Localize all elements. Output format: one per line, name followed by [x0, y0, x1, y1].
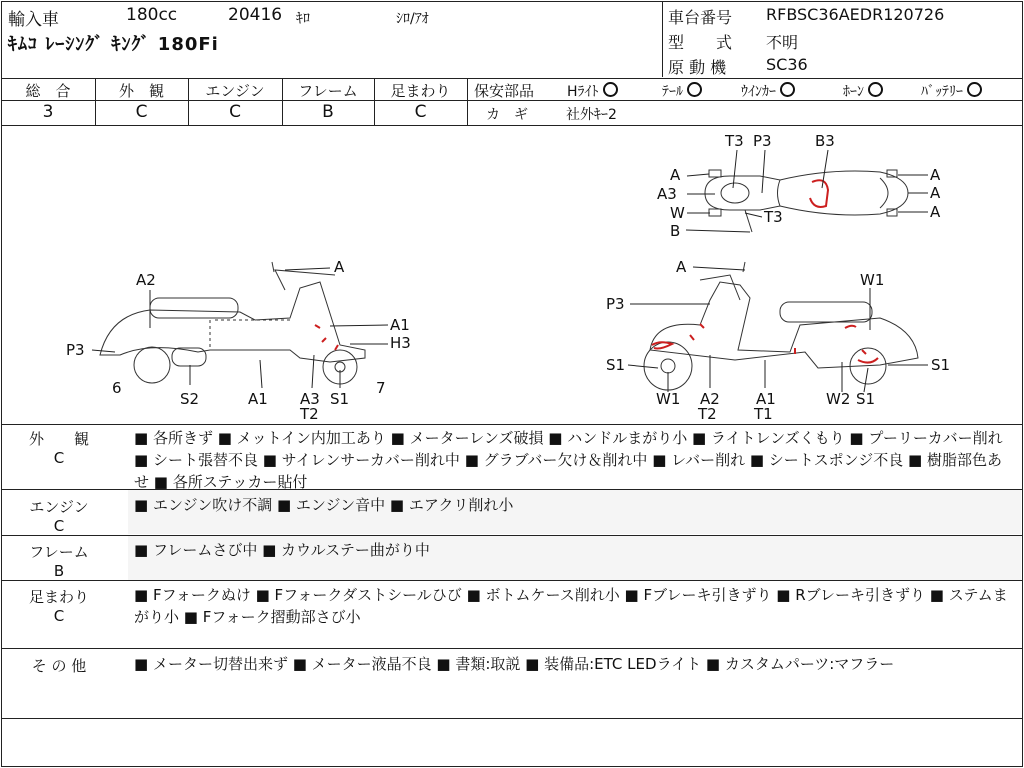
note-text-other: ■ メーター切替出来ず ■ メーター液晶不良 ■ 書類:取説 ■ 装備品:ETC LEDライト ■ カスタムパーツ:マフラー [134, 655, 895, 673]
code-left-7: 7 [376, 379, 386, 397]
engine-model-value: SC36 [766, 55, 808, 74]
code-left-s1: S1 [330, 390, 350, 408]
code-right-w2: W2 [826, 390, 851, 408]
code-left-t2: T2 [300, 405, 319, 423]
exterior-label: 外 観 [118, 82, 164, 100]
model-name: ｷﾑｺ ﾚｰｼﾝｸﾞ ｷﾝｸﾞ 180Fi [8, 34, 219, 55]
code-left-p3: P3 [66, 341, 85, 359]
suspension-grade: C [414, 102, 427, 122]
suspension-label: 足まわり [390, 82, 451, 100]
scooter-top-view [705, 170, 908, 232]
code-left-6: 6 [112, 379, 122, 397]
note-grade-suspension: C [53, 607, 65, 625]
note-grade-engine: C [53, 517, 65, 535]
note-label-engine: エンジン [29, 498, 89, 516]
safety-item-headlight: Hﾗｲﾄ [567, 81, 618, 101]
code-left-s2: S2 [180, 390, 200, 408]
note-label-frame: フレーム [29, 543, 89, 561]
frame-label: フレーム [298, 82, 358, 100]
code-right-w1-b: W1 [656, 390, 681, 408]
safety-label: 保安部品 [474, 82, 535, 100]
note-text-suspension: ■ Fフォークぬけ ■ Fフォークダストシールひび ■ ボトムケース削れ小 ■ Fブレーキ引きずり ■ Rブレーキ引きずり ■ ステムまがり小 ■ Fフォーク摺動部さび小 [134, 586, 1008, 626]
note-label-suspension: 足まわり [28, 588, 89, 606]
code-top-w: W [670, 204, 685, 222]
key-value: 社外ｷｰ2 [566, 107, 617, 123]
damage-diagram [0, 126, 1024, 424]
key-label: カ ギ [486, 107, 528, 123]
frame-no-label: 車台番号 [668, 8, 733, 27]
code-right-s1-r: S1 [931, 356, 951, 374]
ok-circle-icon [868, 82, 883, 97]
safety-item-winker: ｳｲﾝｶｰ [741, 81, 795, 101]
ok-circle-icon [603, 82, 618, 97]
safety-item-battery: ﾊﾞｯﾃﾘｰ [921, 81, 982, 101]
note-text-engine: ■ エンジン吹け不調 ■ エンジン音中 ■ エアクリ削れ小 [134, 496, 514, 514]
engine-grade: C [229, 102, 241, 122]
code-right-t1: T1 [754, 405, 773, 423]
code-left-a1-b: A1 [248, 390, 268, 408]
mileage: 20416 [228, 5, 283, 25]
note-text-exterior: ■ 各所きず ■ メットイン内加工あり ■ メーターレンズ破損 ■ ハンドルまがり小 ■ ライトレンズくもり ■ プーリーカバー削れ ■ シート張替不良 ■ サイレンサーカバー削れ中 ■ グラブバー欠け＆削れ中 ■ レバー削れ ■ シートスポンジ不良 ■ 樹脂部色あせ ■ 各所ステッカー貼付 [134, 429, 1003, 491]
code-right-a2: A2 [700, 390, 720, 408]
code-top-a-r2: A [930, 184, 941, 202]
code-left-a1: A1 [390, 316, 410, 334]
code-right-s1-l: S1 [606, 356, 626, 374]
safety-item-horn: ﾎｰﾝ [843, 81, 883, 101]
code-top-a-left: A [670, 166, 681, 184]
ok-circle-icon [687, 82, 702, 97]
grade-row-top [1, 78, 1022, 79]
code-right-s1: S1 [856, 390, 876, 408]
code-top-t3-b: T3 [764, 208, 783, 226]
engine-model-label: 原 動 機 [668, 58, 727, 77]
code-left-h3: H3 [390, 334, 411, 352]
code-right-a1: A1 [756, 390, 776, 408]
frame-grade: B [322, 102, 334, 122]
ok-circle-icon [967, 82, 982, 97]
code-right-t2: T2 [698, 405, 717, 423]
code-left-a: A [334, 258, 345, 276]
code-right-a: A [676, 258, 687, 276]
engine-label: エンジン [205, 82, 265, 100]
code-top-a3: A3 [657, 185, 677, 203]
diagram-codes [66, 132, 950, 423]
vehicle-color: ｼﾛ/ｱｵ [396, 11, 429, 27]
type-label: 型 式 [668, 33, 733, 52]
header-divider [662, 1, 663, 77]
leader-lines [92, 150, 928, 392]
type-value: 不明 [766, 33, 799, 52]
frame-no: RFBSC36AEDR120726 [766, 5, 945, 24]
code-top-a-r3: A [930, 203, 941, 221]
code-right-p3: P3 [606, 295, 625, 313]
note-label-other: そ の 他 [31, 657, 87, 675]
safety-item-tail: ﾃｰﾙ [662, 81, 702, 101]
import-type: 輸入車 [8, 10, 59, 30]
code-top-a-r1: A [930, 166, 941, 184]
displacement: 180cc [126, 5, 178, 25]
overall-grade: 3 [42, 102, 54, 122]
overall-label: 総 合 [25, 82, 71, 100]
code-left-a3: A3 [300, 390, 320, 408]
code-top-b3: B3 [815, 132, 835, 150]
note-text-frame: ■ フレームさび中 ■ カウルステー曲がり中 [134, 541, 430, 559]
note-grade-frame: B [53, 562, 65, 580]
note-label-exterior: 外 観 [28, 430, 89, 448]
code-top-t3: T3 [725, 132, 744, 150]
code-top-b: B [670, 222, 681, 240]
note-grade-exterior: C [53, 449, 65, 467]
ok-circle-icon [780, 82, 795, 97]
code-right-w1: W1 [860, 271, 885, 289]
mileage-unit: ｷﾛ [296, 11, 310, 27]
exterior-grade: C [135, 102, 148, 122]
code-top-p3: P3 [753, 132, 772, 150]
code-left-a2: A2 [136, 271, 156, 289]
